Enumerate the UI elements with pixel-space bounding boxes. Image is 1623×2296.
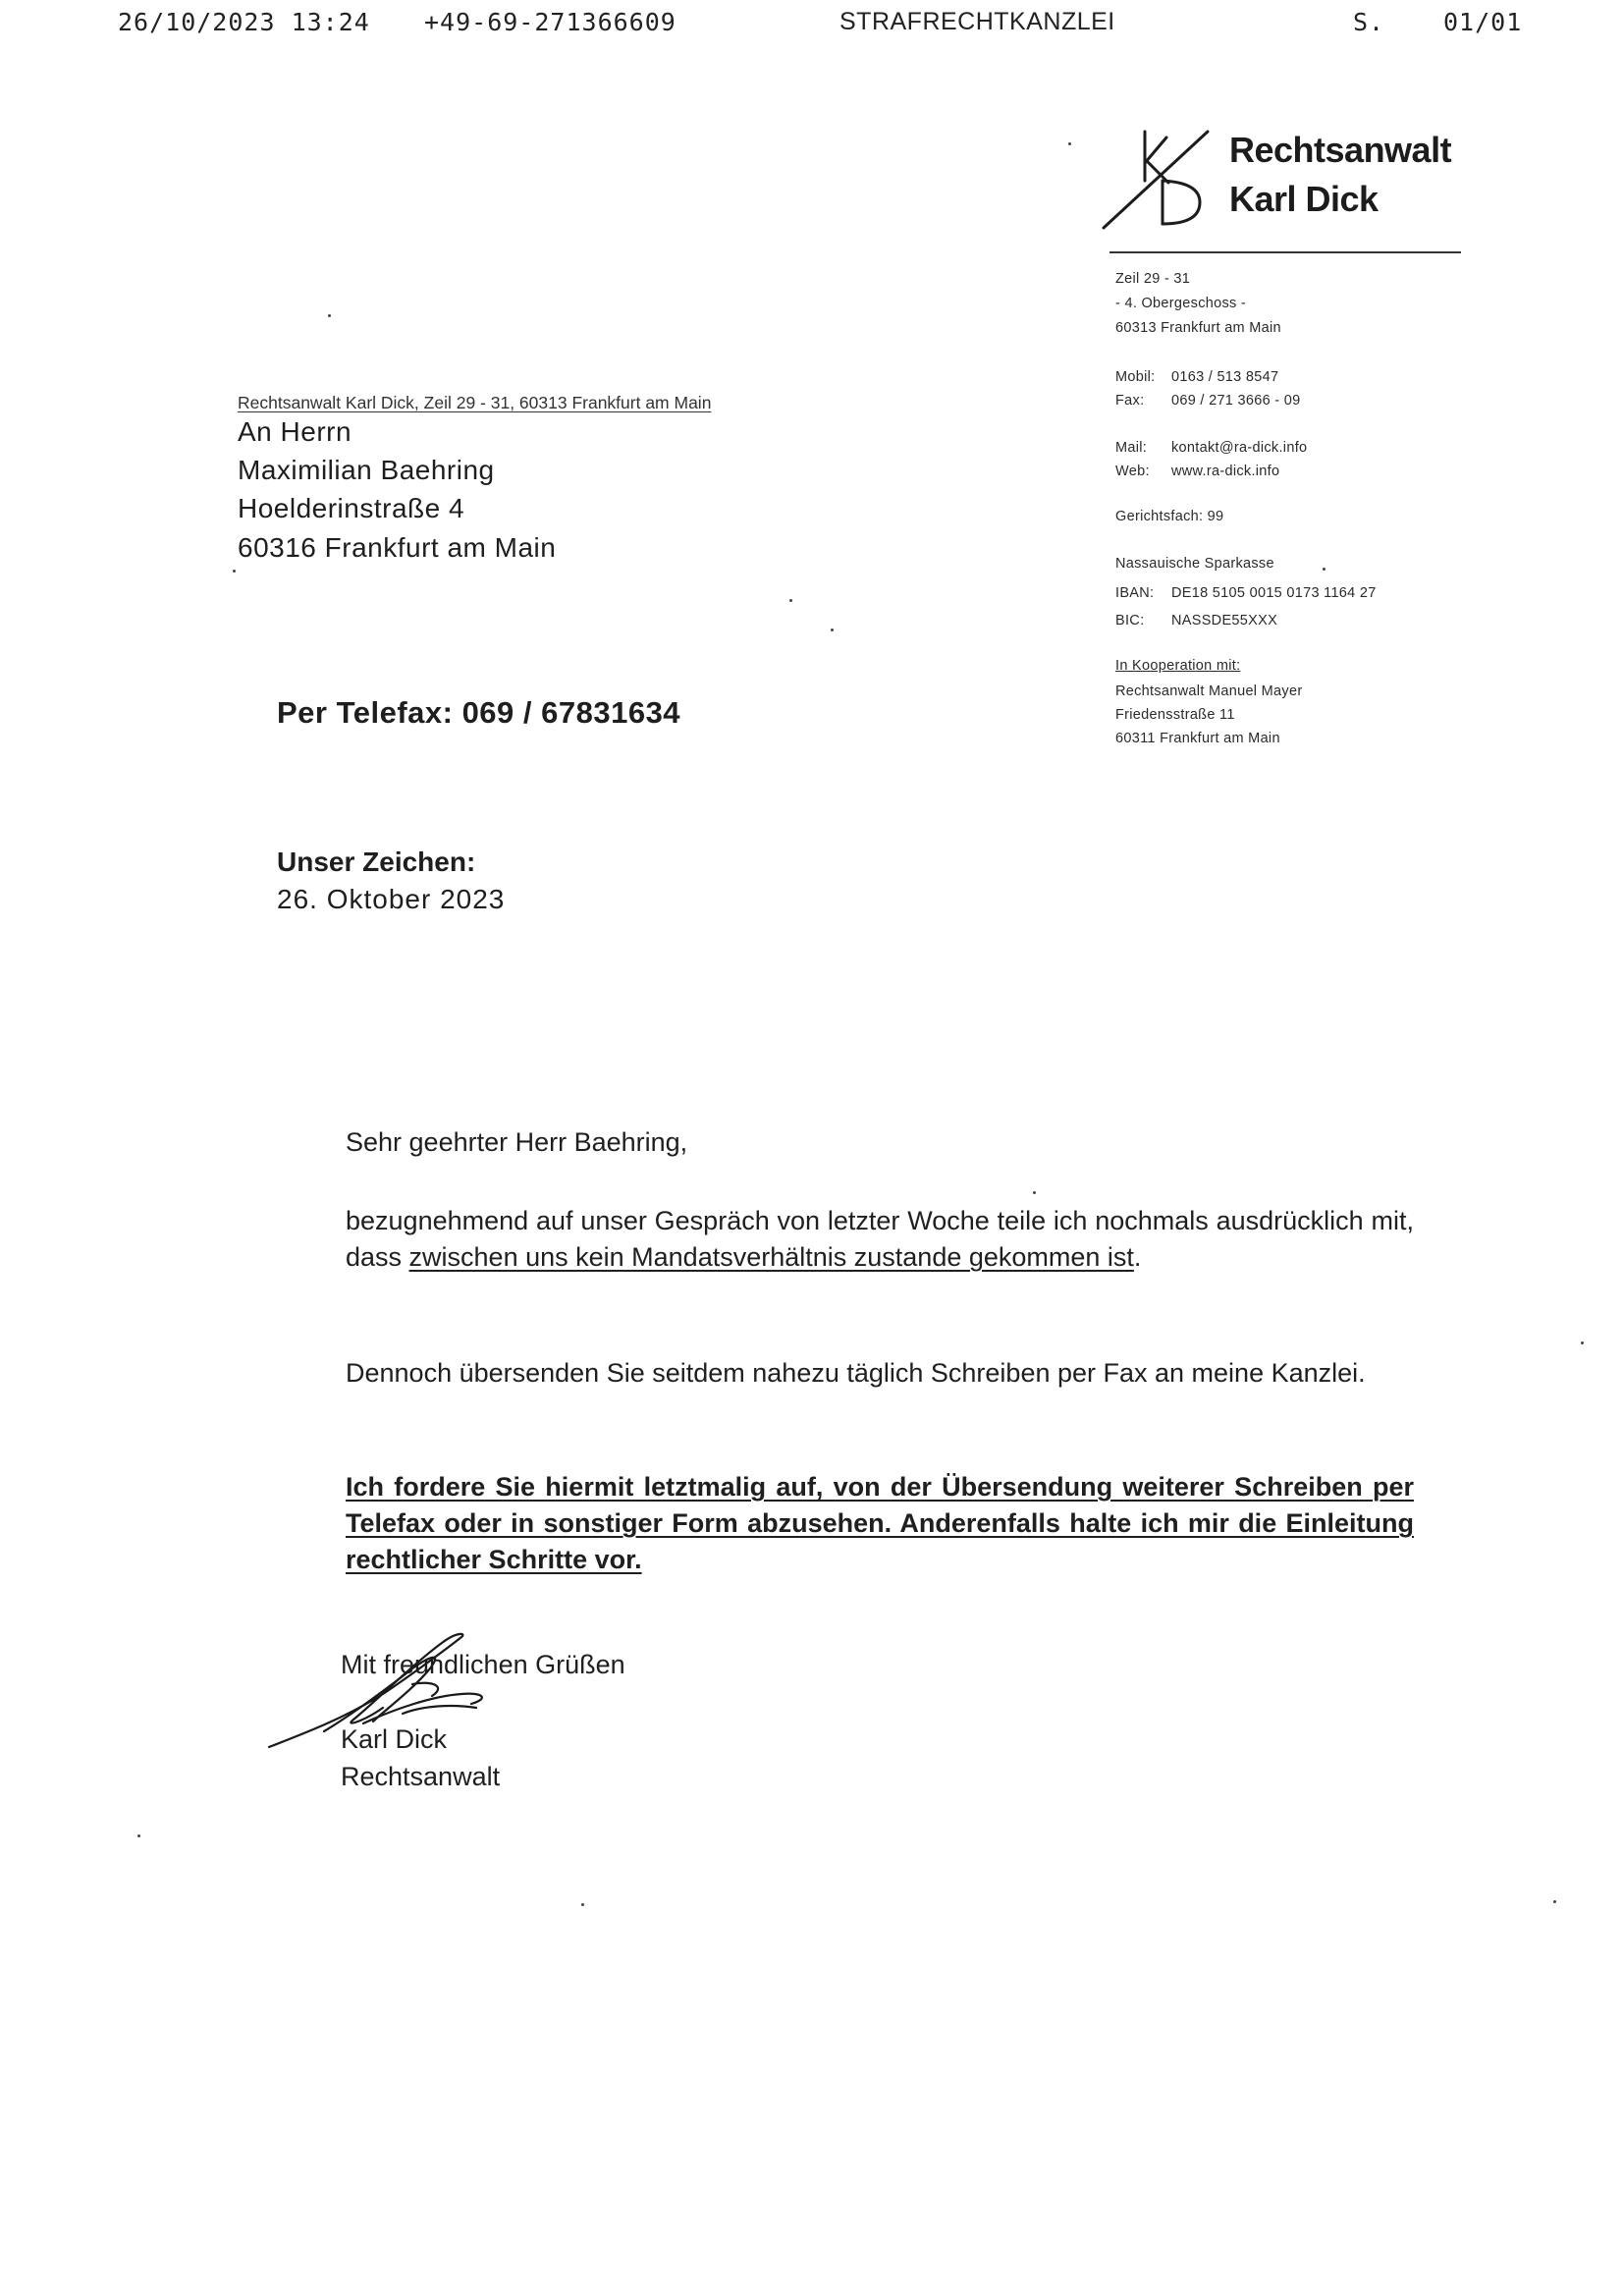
- scan-speck: [581, 1903, 584, 1906]
- paragraph-3-demand: Ich fordere Sie hiermit letztmalig auf, von der Übersendung weiterer Schreiben per Telefax oder in sonstiger Form abzusehen. Anderenfalls halte ich mir die Einleitung rechtlicher Schritte vor.: [346, 1472, 1414, 1574]
- fax-page-label: S.: [1353, 8, 1385, 36]
- kd-logo-icon: [1098, 126, 1216, 234]
- paragraph-1-text: bezugnehmend auf unser Gespräch von letzter Woche teile ich nochmals ausdrücklich mit, dass: [346, 1206, 1414, 1272]
- paragraph-2: Dennoch übersenden Sie seitdem nahezu täglich Schreiben per Fax an meine Kanzlei.: [346, 1358, 1366, 1388]
- letterhead-title-line1: Rechtsanwalt: [1229, 130, 1452, 170]
- fax-notice: Per Telefax: 069 / 67831634: [277, 695, 681, 730]
- scan-speck: [1323, 568, 1325, 571]
- mail-label: Mail:: [1115, 440, 1148, 456]
- office-address-line: Zeil 29 - 31: [1115, 271, 1191, 287]
- fax-label: Fax:: [1115, 393, 1145, 409]
- scan-speck: [831, 629, 834, 631]
- paragraph-1-end: .: [1133, 1242, 1142, 1272]
- cooperation-line: 60311 Frankfurt am Main: [1115, 731, 1280, 746]
- letterhead-rule: [1109, 251, 1461, 253]
- scan-speck: [1033, 1191, 1036, 1194]
- paragraph-1-emphasis: zwischen uns kein Mandatsverhältnis zustande gekommen ist: [408, 1242, 1134, 1272]
- bic-label: BIC:: [1115, 613, 1145, 629]
- recipient-line: 60316 Frankfurt am Main: [238, 532, 557, 563]
- iban-label: IBAN:: [1115, 585, 1155, 601]
- iban-value: DE18 5105 0015 0173 1164 27: [1171, 585, 1377, 601]
- signer-title: Rechtsanwalt: [341, 1762, 501, 1791]
- recipient-line: Maximilian Baehring: [238, 455, 495, 485]
- mobile-label: Mobil:: [1115, 369, 1156, 385]
- office-address-line: - 4. Obergeschoss -: [1115, 296, 1247, 311]
- fax-number: 069 / 271 3666 - 09: [1171, 393, 1301, 409]
- scan-speck: [789, 599, 792, 602]
- scan-speck: [1553, 1900, 1556, 1903]
- scan-speck: [1068, 142, 1071, 145]
- mail-address: kontakt@ra-dick.info: [1171, 440, 1308, 456]
- sender-return-line: Rechtsanwalt Karl Dick, Zeil 29 - 31, 60313 Frankfurt am Main: [238, 393, 712, 412]
- office-address-line: 60313 Frankfurt am Main: [1115, 320, 1281, 336]
- fax-phone: +49-69-271366609: [424, 8, 676, 36]
- paragraph-1: [346, 1203, 1414, 1276]
- web-label: Web:: [1115, 464, 1150, 479]
- fax-sender-name: STRAFRECHTKANZLEI: [839, 8, 1115, 35]
- fax-page-number: 01/01: [1443, 8, 1523, 36]
- cooperation-heading: In Kooperation mit:: [1115, 658, 1241, 674]
- fax-datetime: 26/10/2023 13:24: [118, 8, 370, 36]
- closing-greeting: Mit freundlichen Grüßen: [341, 1650, 625, 1679]
- cooperation-line: Friedensstraße 11: [1115, 707, 1235, 723]
- letter-date: 26. Oktober 2023: [277, 884, 506, 914]
- signature-icon: [265, 1625, 540, 1763]
- reference-label: Unser Zeichen:: [277, 847, 476, 877]
- scan-speck: [328, 314, 331, 317]
- scan-speck: [233, 570, 236, 573]
- scan-speck: [1581, 1341, 1584, 1344]
- web-address: www.ra-dick.info: [1171, 464, 1280, 479]
- recipient-line: An Herrn: [238, 416, 352, 447]
- cooperation-line: Rechtsanwalt Manuel Mayer: [1115, 683, 1303, 699]
- court-box: Gerichtsfach: 99: [1115, 509, 1224, 524]
- signer-name: Karl Dick: [341, 1724, 448, 1754]
- scan-speck: [137, 1834, 140, 1837]
- salutation: Sehr geehrter Herr Baehring,: [346, 1127, 688, 1157]
- bank-name: Nassauische Sparkasse: [1115, 556, 1274, 572]
- bic-value: NASSDE55XXX: [1171, 613, 1278, 629]
- recipient-line: Hoelderinstraße 4: [238, 493, 465, 523]
- mobile-number: 0163 / 513 8547: [1171, 369, 1279, 385]
- letterhead-title-line2: Karl Dick: [1229, 179, 1379, 219]
